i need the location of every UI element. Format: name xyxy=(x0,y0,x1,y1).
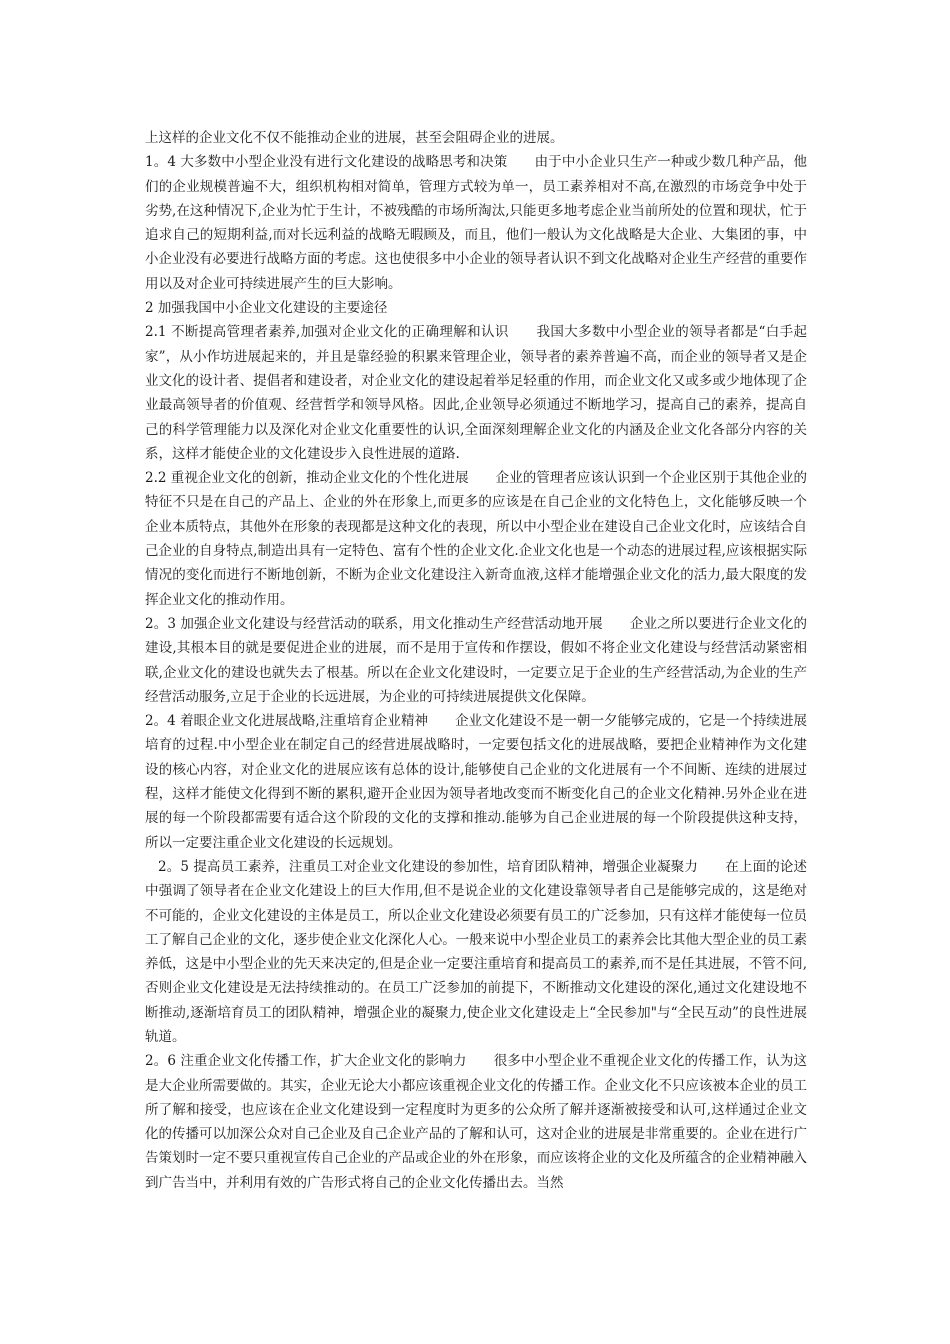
paragraph-2-3: 2。3 加强企业文化建设与经营活动的联系，用文化推动生产经营活动地开展 企业之所以要进行企业文化的建设,其根本目的就是要促进企业的进展，而不是用于宣传和作摆设，假如不将企业文化建设与经营活动紧密相联,企业文化的建设也就失去了根基。所以在企业文化建设时，一定要立足于企业的生产经营活动,为企业的生产经营活动服务,立足于企业的长远进展，为企业的可持续进展提供文化保障。 xyxy=(145,615,807,705)
paragraph-1-4: 1。4 大多数中小型企业没有进行文化建设的战略思考和决策 由于中小企业只生产一种或少数几种产品，他们的企业规模普遍不大，组织机构相对简单，管理方式较为单一，员工素养相对不高,在激烈的市场竞争中处于劣势,在这种情况下,企业为忙于生计，不被残酷的市场所淘汰,只能更多地考虑企业当前所处的位置和现状，忙于追求自己的短期利益,而对长远利益的战略无暇顾及，而且，他们一般认为文化战略是大企业、大集团的事，中小企业没有必要进行战略方面的考虑。这也使很多中小企业的领导者认识不到文化战略对企业生产经营的重要作用以及对企业可持续进展产生的巨大影响。 xyxy=(145,154,807,292)
section-heading-2: 2 加强我国中小企业文化建设的主要途径 xyxy=(145,300,388,317)
paragraph-2-1: 2.1 不断提高管理者素养,加强对企业文化的正确理解和认识 我国大多数中小型企业的领导者都是“白手起家”，从小作坊进展起来的，并且是靠经验的积累来管理企业，领导者的素养普遍不高，而企业的领导者又是企业文化的设计者、提倡者和建设者，对企业文化的建设起着举足轻重的作用，而企业文化又或多或少地体现了企业最高领导者的价值观、经营哲学和领导风格。因此,企业领导必须通过不断地学习，提高自己的素养，提高自己的科学管理能力以及深化对企业文化重要性的认识,全面深刻理解企业文化的内涵及企业文化各部分内容的关系，这样才能使企业的文化建设步入良性进展的道路. xyxy=(145,324,807,462)
document-body xyxy=(145,126,807,1195)
paragraph-2-6: 2。6 注重企业文化传播工作，扩大企业文化的影响力 很多中小型企业不重视企业文化的传播工作，认为这是大企业所需要做的。其实，企业无论大小都应该重视企业文化的传播工作。企业文化不只应该被本企业的员工所了解和接受，也应该在企业文化建设到一定程度时为更多的公众所了解并逐渐被接受和认可,这样通过企业文化的传播可以加深公众对自己企业及自己企业产品的了解和认可，这对企业的进展是非常重要的。企业在进行广告策划时一定不要只重视宣传自己企业的产品或企业的外在形象，而应该将企业的文化及所蕴含的企业精神融入到广告当中，并利用有效的广告形式将自己的企业文化传播出去。当然 xyxy=(145,1053,807,1191)
paragraph-2-2: 2.2 重视企业文化的创新，推动企业文化的个性化进展 企业的管理者应该认识到一个企业区别于其他企业的特征不只是在自己的产品上、企业的外在形象上,而更多的应该是在自己企业的文化特色上，文化能够反映一个企业本质特点，其他外在形象的表现都是这种文化的表现，所以中小型企业在建设自己企业文化时，应该结合自己企业的自身特点,制造出具有一定特色、富有个性的企业文化.企业文化也是一个动态的进展过程,应该根据实际情况的变化而进行不断地创新，不断为企业文化建设注入新奇血液,这样才能增强企业文化的活力,最大限度的发挥企业文化的推动作用。 xyxy=(145,470,807,608)
paragraph-continuation: 上这样的企业文化不仅不能推动企业的进展，甚至会阻碍企业的进展。 xyxy=(145,130,564,146)
paragraph-2-5: 2。5 提高员工素养，注重员工对企业文化建设的参加性，培育团队精神，增强企业凝聚力 在上面的论述中强调了领导者在企业文化建设上的巨大作用,但不是说企业的文化建设靠领导者自己是能够完成的，这是绝对不可能的，企业文化建设的主体是员工，所以企业文化建设必须要有员工的广泛参加，只有这样才能使每一位员工了解自己企业的文化，逐步使企业文化深化人心。一般来说中小型企业员工的素养会比其他大型企业的员工素养低，这是中小型企业的先天来决定的,但是企业一定要注重培育和提高员工的素养,而不是任其进展，不管不问,否则企业文化建设是无法持续推动的。在员工广泛参加的前提下，不断推动文化建设的深化,通过文化建设地不断推动,逐渐培育员工的团队精神，增强企业的凝聚力,使企业文化建设走上“全民参加"与“全民互动”的良性进展轨道。 xyxy=(145,858,807,1045)
paragraph-2-4: 2。4 着眼企业文化进展战略,注重培育企业精神 企业文化建设不是一朝一夕能够完成的，它是一个持续进展培育的过程.中小型企业在制定自己的经营进展战略时，一定要包括文化的进展战略，要把企业精神作为文化建设的核心内容，对企业文化的进展应该有总体的设计,能够使自己企业的文化进展有一个不间断、连续的进展过程，这样才能使文化得到不断的累积,避开企业因为领导者地改变而不断变化自己的企业文化精神.另外企业在进展的每一个阶段都需要有适合这个阶段的文化的支撑和推动.能够为自己企业进展的每一个阶段提供这种支持，所以一定要注重企业文化建设的长远规划。 xyxy=(145,713,807,851)
